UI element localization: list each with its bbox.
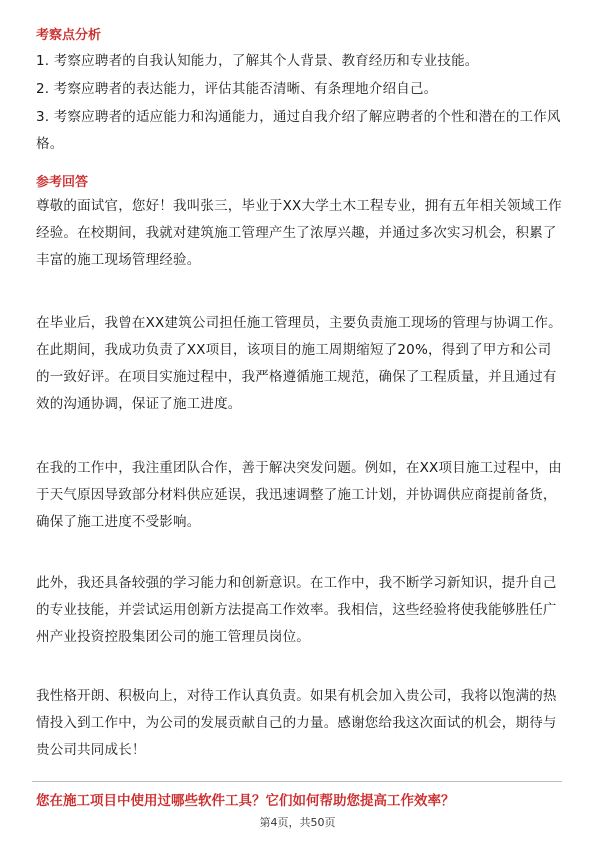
section-divider (32, 781, 562, 782)
analysis-point-2: 2. 考察应聘者的表达能力，评估其能否清晰、有条理地介绍自己。 (36, 81, 438, 97)
answer-paragraph-4: 此外，我还具备较强的学习能力和创新意识。在工作中，我不断学习新知识，提升自己的专业技能，并尝试运用创新方法提高工作效率。我相信，这些经验将使我能够胜任广州产业投资控股集团公司的施工管理员岗位。 (36, 575, 557, 645)
analysis-point-3: 3. 考察应聘者的适应能力和沟通能力，通过自我介绍了解应聘者的个性和潜在的工作风格。 (36, 109, 561, 152)
answer-paragraph-5: 我性格开朗、积极向上，对待工作认真负责。如果有机会加入贵公司，我将以饱满的热情投入到工作中，为公司的发展贡献自己的力量。感谢您给我这次面试的机会，期待与贵公司共同成长！ (36, 688, 557, 758)
analysis-point-1: 1. 考察应聘者的自我认知能力，了解其个人背景、教育经历和专业技能。 (36, 53, 479, 69)
page-number: 第4页，共50页 (259, 816, 336, 829)
analysis-heading: 考察点分析 (36, 28, 102, 43)
answer-heading: 参考回答 (36, 175, 89, 190)
answer-paragraph-3: 在我的工作中，我注重团队合作，善于解决突发问题。例如，在XX项目施工过程中，由于天气原因导致部分材料供应延误，我迅速调整了施工计划，并协调供应商提前备货，确保了施工进度不受影响。 (36, 460, 562, 530)
next-question-heading: 您在施工项目中使用过哪些软件工具？它们如何帮助您提高工作效率？ (36, 793, 455, 809)
answer-paragraph-1: 尊敬的面试官，您好！我叫张三，毕业于XX大学土木工程专业，拥有五年相关领域工作经验。在校期间，我就对建筑施工管理产生了浓厚兴趣，并通过多次实习机会，积累了丰富的施工现场管理经验。 (36, 198, 562, 268)
answer-paragraph-2: 在毕业后，我曾在XX建筑公司担任施工管理员，主要负责施工现场的管理与协调工作。在此期间，我成功负责了XX项目，该项目的施工周期缩短了20%，得到了甲方和公司的一致好评。在项目实施过程中，我严格遵循施工规范，确保了工程质量，并且通过有效的沟通协调，保证了施工进度。 (36, 315, 562, 412)
